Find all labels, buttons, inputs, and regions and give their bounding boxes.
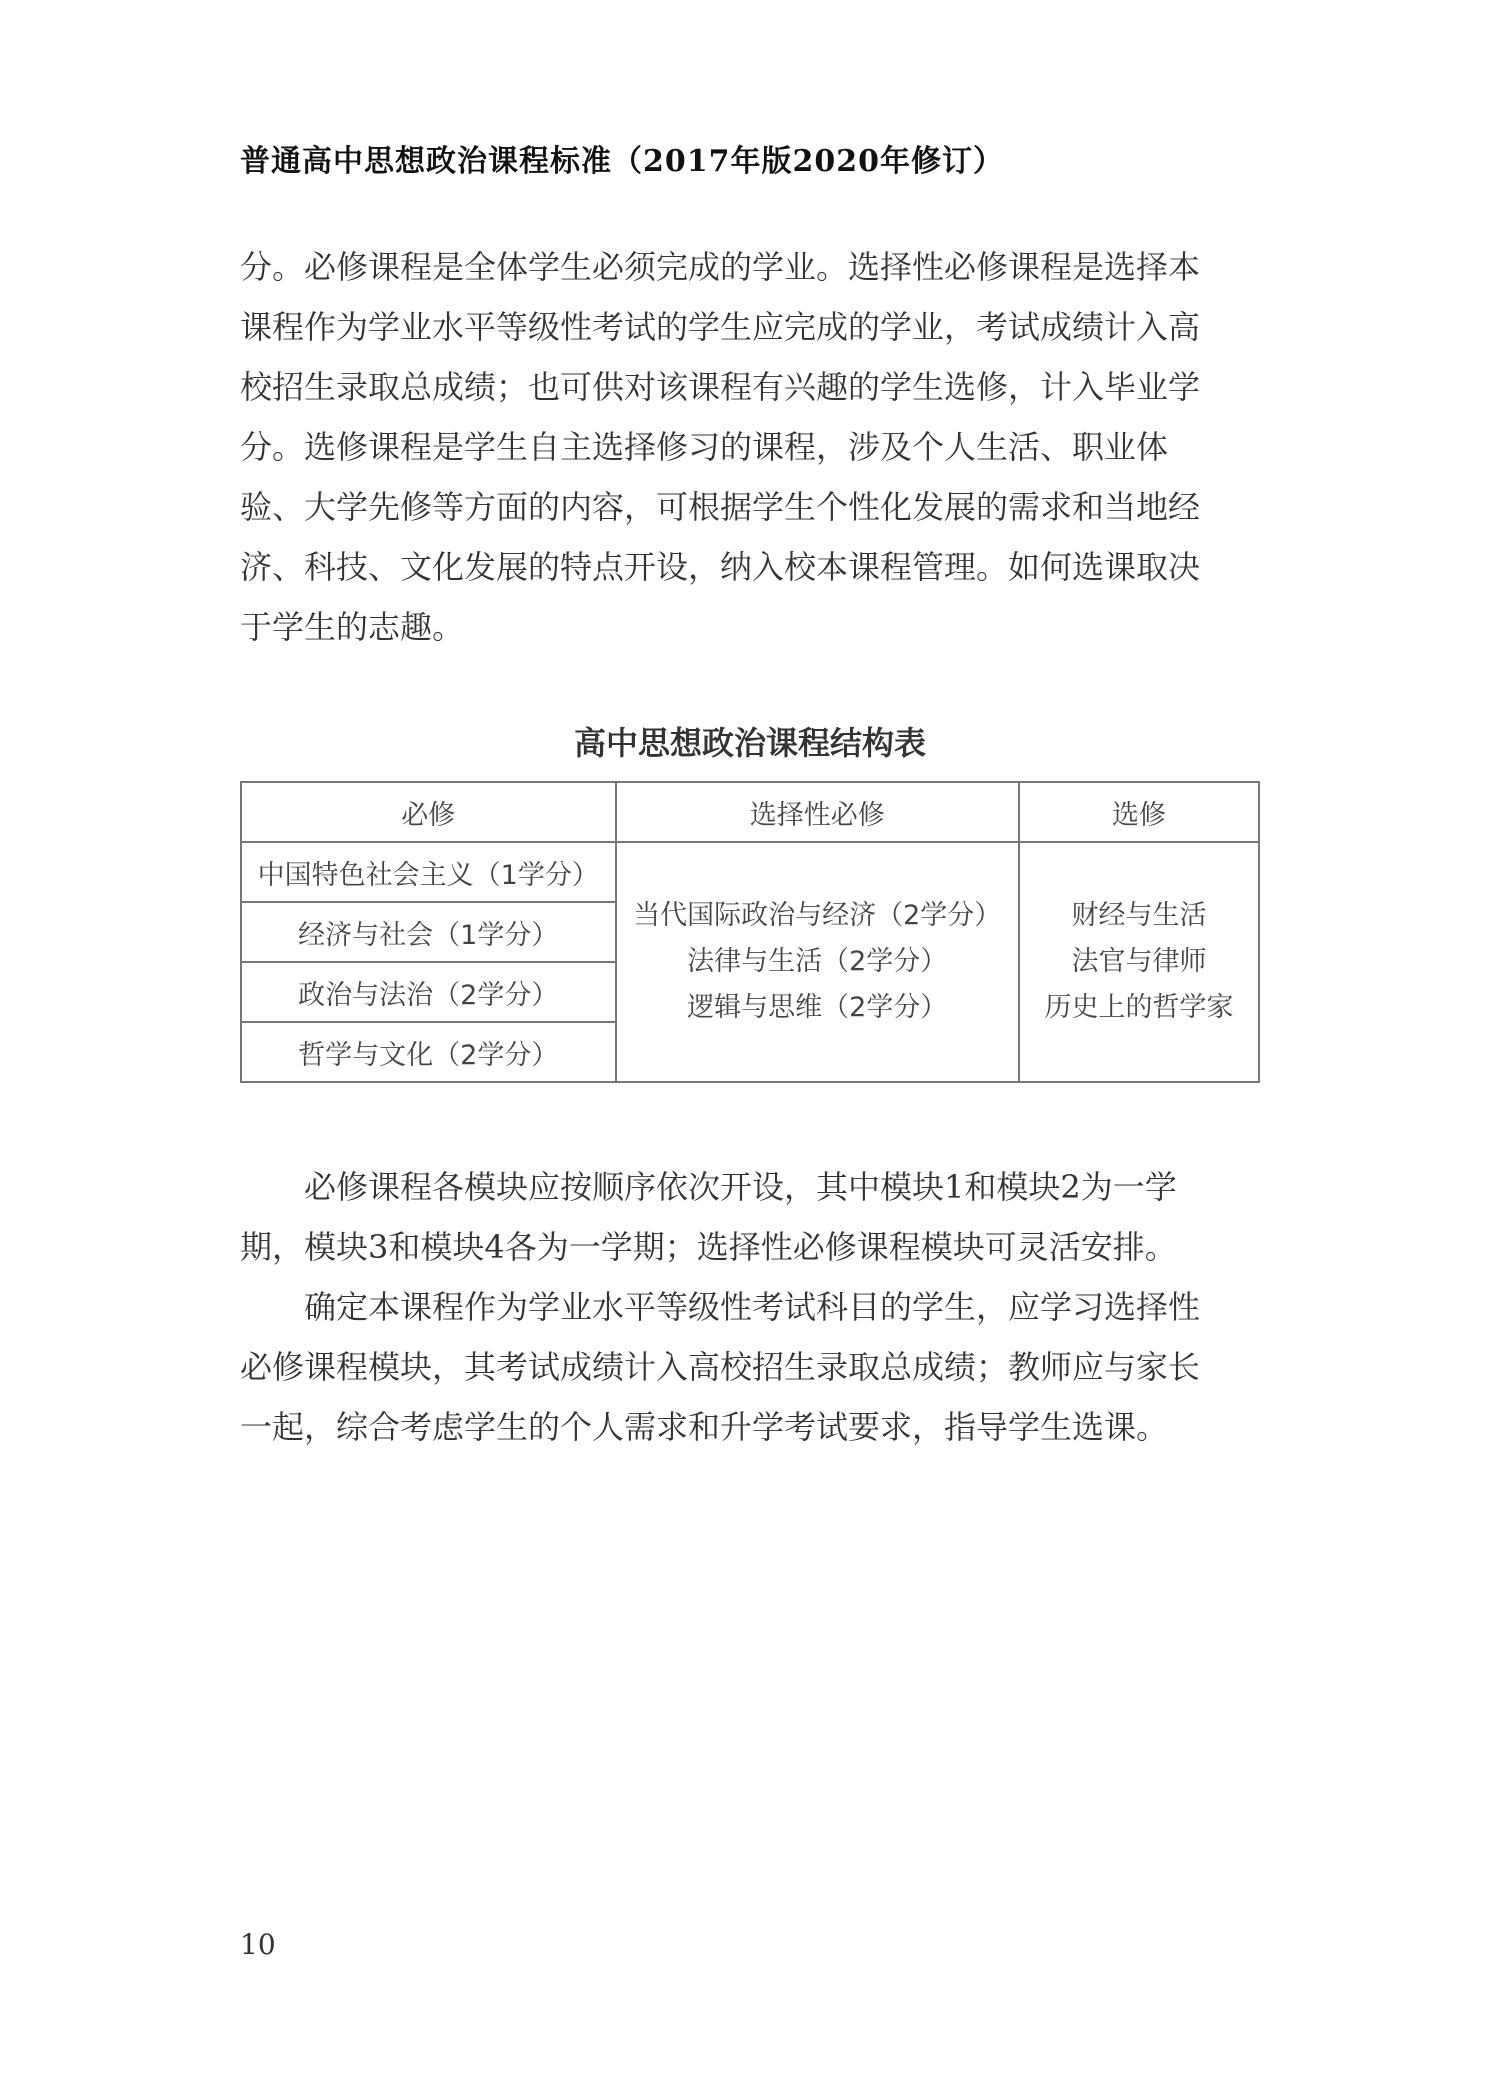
- paragraph-bottom: [240, 1157, 1260, 1457]
- paragraph-line: 分。选修课程是学生自主选择修习的课程，涉及个人生活、职业体: [240, 428, 1169, 466]
- paragraph-line: 分。必修课程是全体学生必须完成的学业。选择性必修课程是选择本: [240, 248, 1201, 286]
- paragraph-line: 济、科技、文化发展的特点开设，纳入校本课程管理。如何选课取决: [240, 548, 1201, 586]
- paragraph-line: 校招生录取总成绩；也可供对该课程有兴趣的学生选修，计入毕业学: [240, 368, 1201, 406]
- selective-required-cell: [616, 842, 1019, 1082]
- required-course-cell: 哲学与文化（2学分）: [241, 1022, 616, 1082]
- paragraph-line: 必修课程各模块应按顺序依次开设，其中模块1和模块2为一学: [240, 1168, 1177, 1206]
- column-header-required: 必修: [241, 782, 616, 842]
- column-header-selective-required: 选择性必修: [616, 782, 1019, 842]
- paragraph-line: 验、大学先修等方面的内容，可根据学生个性化发展的需求和当地经: [240, 488, 1201, 526]
- paragraph-line: 一起，综合考虑学生的个人需求和升学考试要求，指导学生选课。: [240, 1408, 1169, 1446]
- paragraph-line: 必修课程模块，其考试成绩计入高校招生录取总成绩；教师应与家长: [240, 1348, 1201, 1386]
- paragraph-line: 于学生的志趣。: [240, 608, 465, 646]
- elective-course: 财经与生活: [1071, 900, 1207, 931]
- paragraph-line: 期，模块3和模块4各为一学期；选择性必修课程模块可灵活安排。: [240, 1228, 1177, 1266]
- selective-required-course: 当代国际政治与经济（2学分）: [633, 900, 1002, 931]
- elective-cell: [1019, 842, 1259, 1082]
- page-number: 10: [240, 1928, 276, 1961]
- table-header-row: [241, 782, 1259, 842]
- selective-required-course: 法律与生活（2学分）: [687, 946, 948, 977]
- required-course-cell: 中国特色社会主义（1学分）: [241, 842, 616, 902]
- required-course-cell: 政治与法治（2学分）: [241, 962, 616, 1022]
- paragraph-line: 课程作为学业水平等级性考试的学生应完成的学业，考试成绩计入高: [240, 308, 1201, 346]
- paragraph-top: [240, 237, 1260, 657]
- required-course-cell: 经济与社会（1学分）: [241, 902, 616, 962]
- column-header-elective: 选修: [1019, 782, 1259, 842]
- elective-course: 法官与律师: [1071, 946, 1207, 977]
- selective-required-course: 逻辑与思维（2学分）: [687, 992, 948, 1023]
- table-row: [241, 842, 1259, 902]
- running-header: 普通高中思想政治课程标准（2017年版2020年修订）: [240, 144, 1004, 179]
- course-structure-table: [240, 781, 1260, 1083]
- elective-course: 历史上的哲学家: [1044, 992, 1234, 1023]
- paragraph-line: 确定本课程作为学业水平等级性考试科目的学生，应学习选择性: [240, 1288, 1201, 1326]
- table-title: 高中思想政治课程结构表: [573, 724, 926, 762]
